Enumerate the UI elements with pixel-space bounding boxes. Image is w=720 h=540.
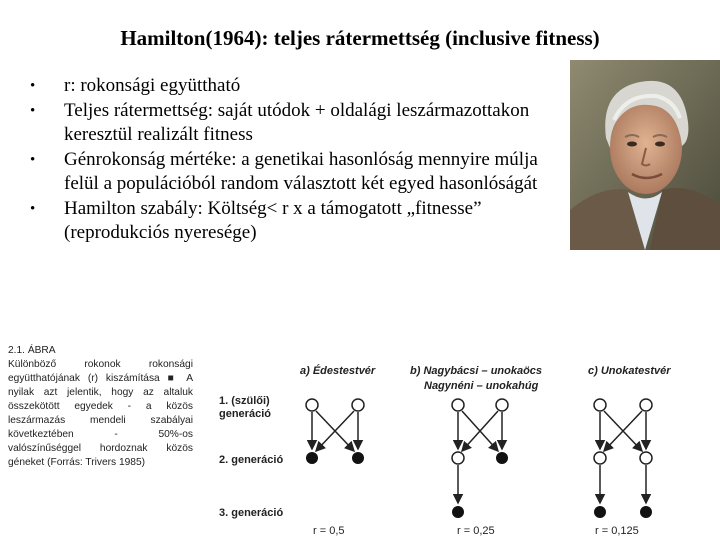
sibling-node	[594, 452, 606, 464]
panel-b-graph	[452, 399, 508, 518]
bullet-item	[30, 74, 570, 98]
panel-b-label-2: Nagynéni – unokahúg	[424, 380, 539, 392]
parent-node	[640, 399, 652, 411]
panel-a-label: a) Édestestvér	[300, 365, 376, 377]
parent-node	[352, 399, 364, 411]
parent-node	[496, 399, 508, 411]
bullet-text: Teljes rátermettség: saját utódok + oldalági leszármazottakon keresztül realizált fitness	[64, 100, 530, 145]
offspring-node	[306, 452, 318, 464]
bullet-list	[30, 74, 570, 246]
panel-c-graph	[594, 399, 652, 518]
portrait-photo-icon	[570, 60, 720, 250]
bullet-dot: •	[30, 78, 36, 94]
parent-node	[452, 399, 464, 411]
parent-node	[594, 399, 606, 411]
parent-node	[306, 399, 318, 411]
sibling-node	[640, 452, 652, 464]
slide-title: Hamilton(1964): teljes rátermettség (inclusive fitness)	[120, 26, 600, 50]
cousin-node	[640, 506, 652, 518]
panel-c-label: c) Unokatestvér	[588, 365, 671, 377]
panel-c-r-value: r = 0,125	[595, 525, 639, 537]
generation-label-1: 1. (szülői) generáció	[219, 395, 271, 420]
generation-label-2: 2. generáció	[219, 454, 284, 466]
portrait-photo	[570, 60, 720, 250]
figure-caption-title: 2.1. ÁBRA	[8, 345, 56, 356]
bullet-text: Génrokonság mértéke: a genetikai hasonlóság mennyire múlja felül a populációból random választott két egyed hasonlóságát	[64, 149, 538, 194]
bullet-item	[30, 99, 570, 147]
panel-a-graph	[306, 399, 364, 464]
panel-b-label: b) Nagybácsi – unokaöcs	[410, 365, 543, 377]
uncle-node	[496, 452, 508, 464]
panel-b-r-value: r = 0,25	[457, 525, 495, 537]
kinship-diagram	[195, 355, 720, 540]
nephew-node	[452, 506, 464, 518]
bullet-item	[30, 148, 570, 196]
bullet-dot: •	[30, 201, 36, 217]
figure-caption	[8, 344, 193, 470]
panel-a-r-value: r = 0,5	[313, 525, 345, 537]
cousin-node	[594, 506, 606, 518]
figure-caption-body: Különböző rokonok rokonsági együtthatójának (r) kiszámítása ■ A nyilak azt jelentik, hogy az altaluk összekötött egyedek - a közös leszármazás mendeli szabályai következtében - 50%-os valószínűséggel hordoznak közös géneket (Forrás: Trivers 1985)	[8, 359, 193, 468]
bullet-dot: •	[30, 152, 36, 168]
offspring-node	[352, 452, 364, 464]
bullet-text: r: rokonsági együttható	[64, 75, 241, 96]
sibling-node	[452, 452, 464, 464]
generation-label-3: 3. generáció	[219, 507, 284, 519]
bullet-item	[30, 197, 570, 245]
bullet-text: Hamilton szabály: Költség< r x a támogatott „fitnesse” (reprodukciós nyeresége)	[64, 198, 482, 243]
bullet-dot: •	[30, 103, 36, 119]
